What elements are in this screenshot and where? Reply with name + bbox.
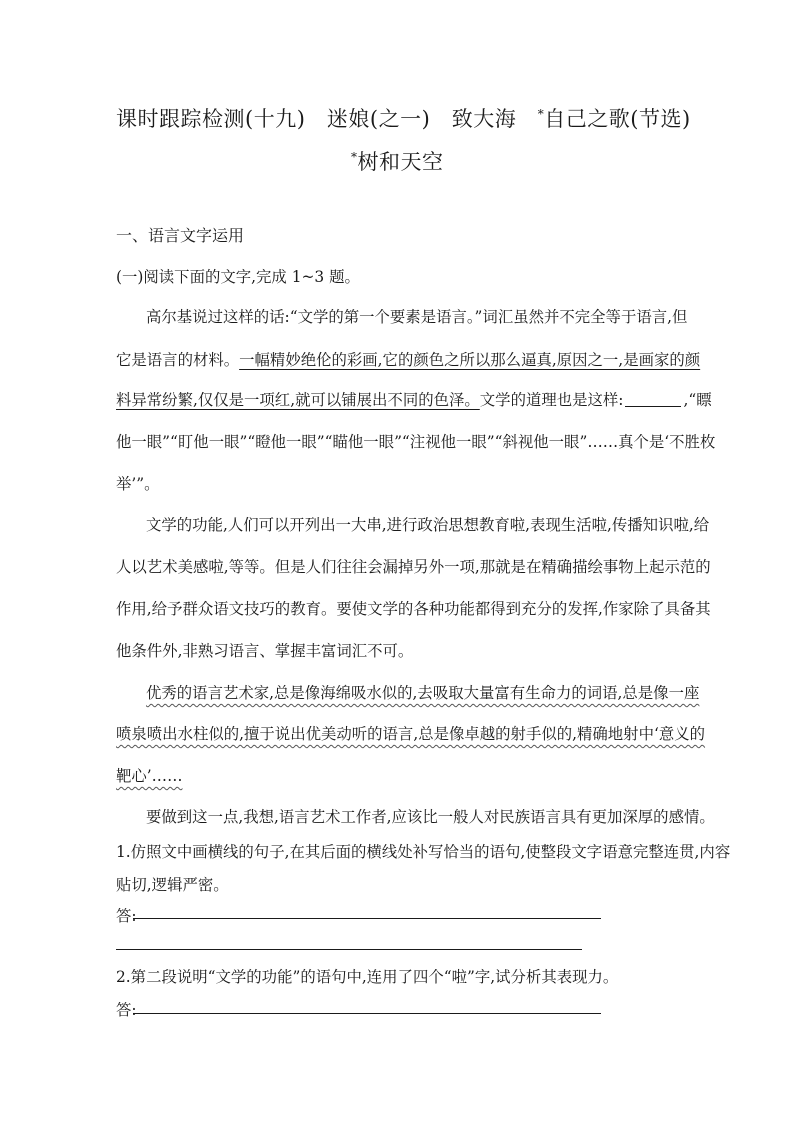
- passage-line: 举’”。: [116, 475, 160, 493]
- passage-line: 作用,给予群众语文技巧的教育。要使文学的各种功能都得到充分的发挥,作家除了具备其: [116, 600, 711, 618]
- passage-line: [116, 389, 712, 411]
- wavy-underlined-text: 靶心’……: [116, 767, 183, 785]
- passage-text: ,“瞟: [683, 391, 712, 409]
- passage-line: 他一眼”“盯他一眼”“瞪他一眼”“瞄他一眼”“注视他一眼”“斜视他一眼”……真个是‘不胜枚: [116, 433, 716, 451]
- question-1-text: 贴切,逻辑严密。: [116, 876, 229, 894]
- title-tail: 自己之歌(节选): [544, 107, 691, 131]
- answer-line[interactable]: [116, 949, 582, 950]
- passage-text: 文学的道理也是这样:: [479, 391, 624, 409]
- question-2-text: 2.第二段说明“文学的功能”的语句中,连用了四个“啦”字,试分析其表现力。: [116, 968, 619, 986]
- passage-line: [116, 765, 182, 787]
- wavy-underlined-text: 喷泉喷出水柱似的,擅于说出优美动听的语言,总是像卓越的射手似的,精确地射中‘意义的: [116, 725, 706, 743]
- page-title-line-1: [116, 103, 691, 133]
- fill-in-blank[interactable]: [625, 390, 681, 407]
- passage-line: 人以艺术美感啦,等等。但是人们往往会漏掉另外一项,那就是在精确描绘事物上起示范的: [116, 558, 711, 576]
- answer-label: 答:: [116, 1001, 137, 1019]
- passage-line: 文学的功能,人们可以开列出一大串,进行政治思想教育啦,表现生活啦,传播知识啦,给: [146, 516, 710, 534]
- underlined-sentence: 料异常纷繁,仅仅是一项红,就可以铺展出不同的色泽。: [116, 391, 480, 409]
- underlined-sentence: 一幅精妙绝伦的彩画,它的颜色之所以那么逼真,原因之一,是画家的颜: [239, 351, 701, 369]
- answer-line[interactable]: [133, 1013, 601, 1014]
- title-line2-text: 树和天空: [357, 150, 444, 174]
- answer-label: 答:: [116, 907, 137, 925]
- passage-line: 高尔基说过这样的话:“文学的第一个要素是语言。”词汇虽然并不完全等于语言,但: [146, 308, 688, 326]
- page-title-line-2: [351, 146, 444, 176]
- sub-heading: (一)阅读下面的文字,完成 1~3 题。: [116, 268, 360, 286]
- question-1-text: 1.仿照文中画横线的句子,在其后面的横线处补写恰当的语句,使整段文字语意完整连贯,内容: [116, 843, 731, 861]
- title-star-marker: *: [537, 107, 545, 121]
- title-star-marker: *: [351, 150, 358, 164]
- title-main: 课时跟踪检测(十九) 迷娘(之一) 致大海: [116, 107, 538, 131]
- answer-line[interactable]: [133, 918, 601, 919]
- passage-line: [116, 349, 700, 371]
- passage-line: 要做到这一点,我想,语言艺术工作者,应该比一般人对民族语言具有更加深厚的感情。: [146, 808, 715, 826]
- passage-line: [116, 723, 705, 745]
- passage-line: 他条件外,非熟习语言、掌握丰富词汇不可。: [116, 642, 414, 660]
- passage-line: [146, 682, 699, 704]
- section-heading: 一、语言文字运用: [116, 226, 245, 245]
- passage-text: 它是语言的材料。: [116, 351, 240, 369]
- wavy-underlined-text: 优秀的语言艺术家,总是像海绵吸水似的,去吸取大量富有生命力的词语,总是像一座: [146, 684, 700, 702]
